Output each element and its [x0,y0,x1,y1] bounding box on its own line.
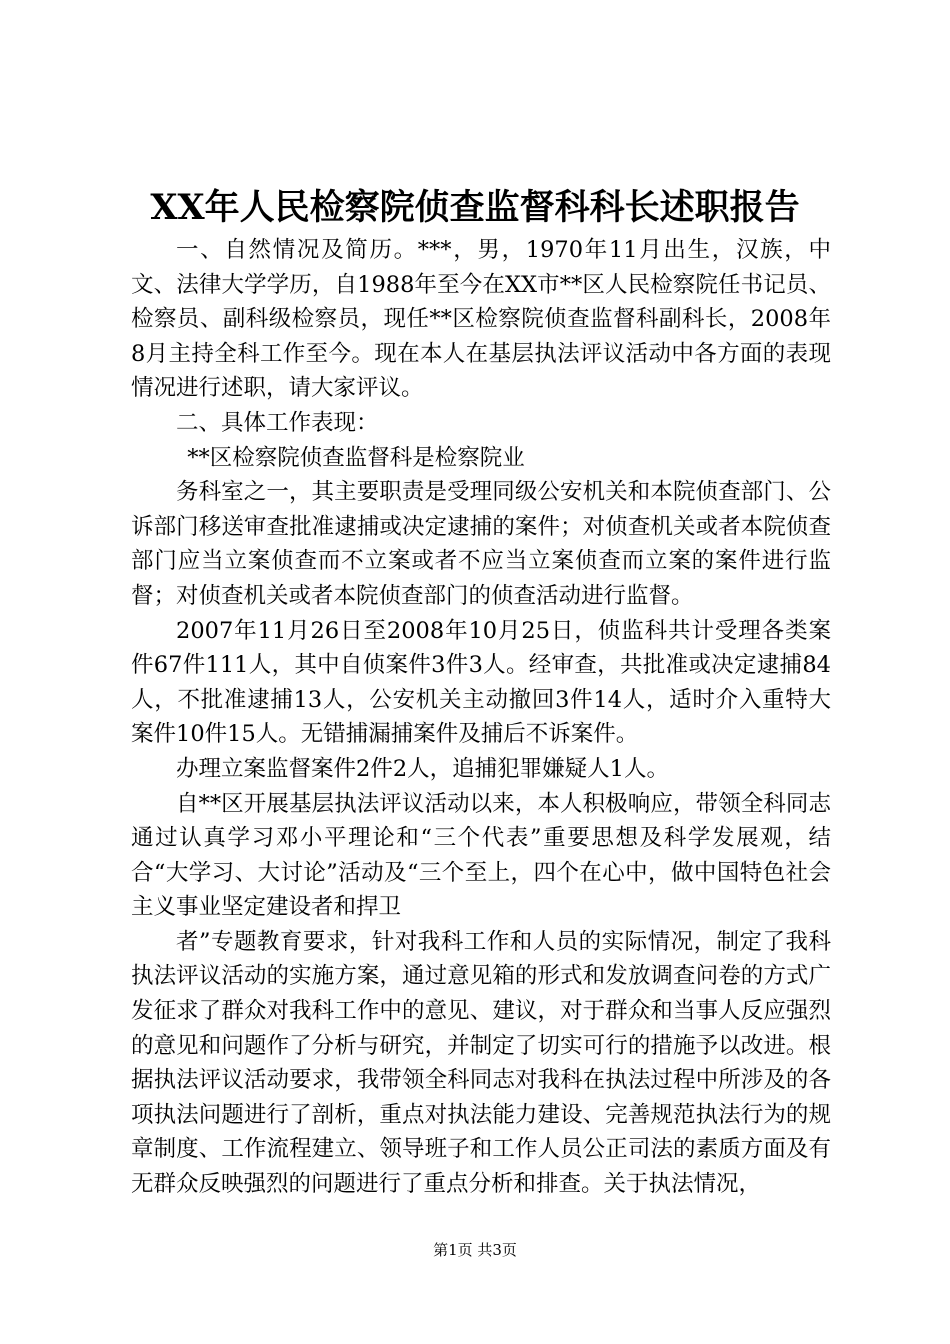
document-title: XX年人民检察院侦查监督科科长述职报告 [150,187,800,228]
paragraph-case-statistics: 2007年11月26日至2008年10月25日，侦监科共计受理各类案件67件111人，其中自侦案件3件3人。经审查，共批准或决定逮捕84人，不批准逮捕13人，公安机关主动撤回3件14人，适时介入重特大案件10件15人。无错捕漏捕案件及捕后不诉案件。 [131,617,831,748]
document-body [131,233,831,1202]
page-footer: 第1页 共3页 [433,1241,517,1259]
paragraph-supervision-cases: 办理立案监督案件2件2人，追捕犯罪嫌疑人1人。 [176,755,669,782]
paragraph-section-heading: 二、具体工作表现： [176,409,379,436]
paragraph-background: 一、自然情况及简历。***，男，1970年11月出生，汉族，中文、法律大学学历，自1988年至今在XX市**区人民检察院任书记员、检察员、副科级检察员，现任**区检察院侦查监督科副科长，2008年8月主持全科工作至今。现在本人在基层执法评议活动中各方面的表现情况进行述职，请大家评议。 [131,237,831,402]
paragraph-evaluation-activity: 自**区开展基层执法评议活动以来，本人积极响应，带领全科同志通过认真学习邓小平理论和“三个代表”重要思想及科学发展观，结合“大学习、大讨论”活动及“三个至上，四个在心中，做中国特色社会主义事业坚定建设者和捍卫 [131,790,831,921]
paragraph-department-duties: 务科室之一，其主要职责是受理同级公安机关和本院侦查部门、公诉部门移送审查批准逮捕或决定逮捕的案件；对侦查机关或者本院侦查部门应当立案侦查而不立案或者不应当立案侦查而立案的案件进行监督；对侦查机关或者本院侦查部门的侦查活动进行监督。 [131,479,831,609]
paragraph-department-intro: **区检察院侦查监督科是检察院业 [187,444,525,471]
paragraph-evaluation-measures: 者”专题教育要求，针对我科工作和人员的实际情况，制定了我科执法评议活动的实施方案，通过意见箱的形式和发放调查问卷的方式广发征求了群众对我科工作中的意见、建议，对于群众和当事人反应强烈的意见和问题作了分析与研究，并制定了切实可行的措施予以改进。根据执法评议活动要求，我带领全科同志对我科在执法过程中所涉及的各项执法问题进行了剖析，重点对执法能力建设、完善规范执法行为的规章制度、工作流程建立、领导班子和工作人员公正司法的素质方面及有无群众反映强烈的问题进行了重点分析和排查。关于执法情况， [131,928,831,1198]
